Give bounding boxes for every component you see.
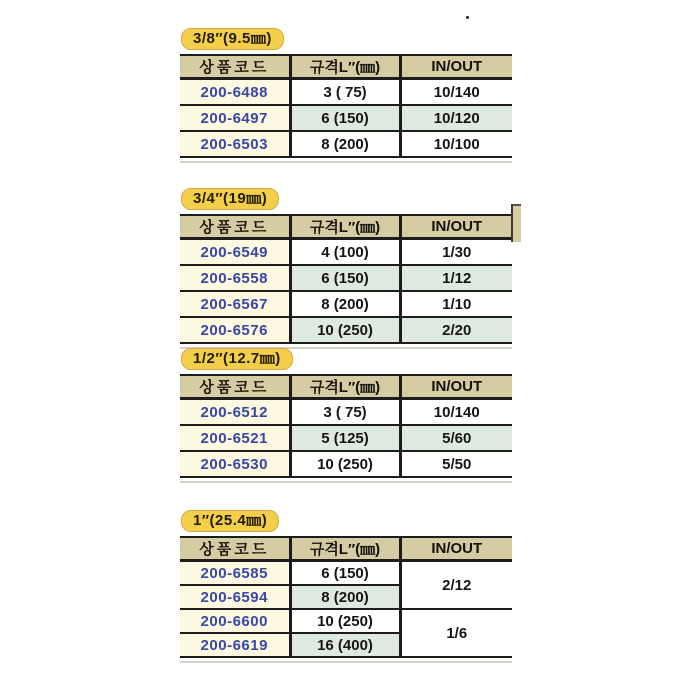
spec-cell: 6 (150) [290, 561, 400, 586]
spec-cell: 5 (125) [290, 425, 400, 451]
table-row [180, 425, 512, 451]
table-header-cell-inout: IN/OUT [400, 537, 512, 561]
spec-section [180, 28, 512, 163]
product-table [180, 374, 512, 478]
table-row [180, 561, 512, 586]
inout-cell: 1/12 [400, 265, 512, 291]
table-header-cell-spec: 규격L″(㎜) [290, 375, 400, 399]
table-row [180, 399, 512, 426]
inout-cell: 5/50 [400, 451, 512, 477]
product-code-cell: 200-6488 [180, 79, 290, 106]
product-code-cell: 200-6600 [180, 609, 290, 633]
table-bottom-shadow [180, 661, 512, 663]
table-header-cell-spec: 규격L″(㎜) [290, 537, 400, 561]
scan-artifact-dot [466, 16, 469, 19]
table-row [180, 265, 512, 291]
product-code-cell: 200-6549 [180, 239, 290, 266]
spec-cell: 8 (200) [290, 291, 400, 317]
spec-cell: 3 ( 75) [290, 399, 400, 426]
product-code-cell: 200-6530 [180, 451, 290, 477]
table-bottom-shadow [180, 481, 512, 483]
inout-cell-merged: 2/12 [400, 561, 512, 610]
inout-cell: 2/20 [400, 317, 512, 343]
product-code-cell: 200-6585 [180, 561, 290, 586]
inout-cell-merged: 1/6 [400, 609, 512, 657]
product-code-cell: 200-6576 [180, 317, 290, 343]
table-bottom-shadow [180, 161, 512, 163]
table-header-cell-spec: 규격L″(㎜) [290, 215, 400, 239]
spec-cell: 8 (200) [290, 131, 400, 157]
table-row [180, 451, 512, 477]
inout-cell: 1/30 [400, 239, 512, 266]
spec-cell: 10 (250) [290, 451, 400, 477]
table-header-row [180, 55, 512, 79]
table-row [180, 609, 512, 633]
inout-cell: 1/10 [400, 291, 512, 317]
inout-cell: 5/60 [400, 425, 512, 451]
table-header-cell-inout: IN/OUT [400, 55, 512, 79]
inout-cell: 10/100 [400, 131, 512, 157]
spec-section [180, 188, 512, 349]
spec-cell: 10 (250) [290, 609, 400, 633]
inout-cell: 10/120 [400, 105, 512, 131]
size-badge: 1/2″(12.7㎜) [181, 348, 293, 370]
table-header-cell-code: 상품코드 [180, 215, 290, 239]
table-header-cell-inout: IN/OUT [400, 375, 512, 399]
spec-section [180, 510, 512, 663]
product-code-cell: 200-6567 [180, 291, 290, 317]
spec-cell: 10 (250) [290, 317, 400, 343]
table-header-cell-code: 상품코드 [180, 375, 290, 399]
inout-cell: 10/140 [400, 79, 512, 106]
spec-cell: 8 (200) [290, 585, 400, 609]
table-header-row [180, 375, 512, 399]
product-table [180, 214, 512, 344]
size-badge: 3/4″(19㎜) [181, 188, 279, 210]
product-table [180, 54, 512, 158]
spec-cell: 6 (150) [290, 105, 400, 131]
table-header-row [180, 215, 512, 239]
product-code-cell: 200-6497 [180, 105, 290, 131]
spec-cell: 6 (150) [290, 265, 400, 291]
product-code-cell: 200-6521 [180, 425, 290, 451]
scan-artifact-fragment [511, 204, 521, 242]
product-code-cell: 200-6503 [180, 131, 290, 157]
inout-cell: 10/140 [400, 399, 512, 426]
spec-cell: 4 (100) [290, 239, 400, 266]
table-row [180, 291, 512, 317]
table-row [180, 79, 512, 106]
size-badge: 1″(25.4㎜) [181, 510, 279, 532]
product-code-cell: 200-6619 [180, 633, 290, 657]
spec-cell: 16 (400) [290, 633, 400, 657]
product-code-cell: 200-6558 [180, 265, 290, 291]
size-badge: 3/8″(9.5㎜) [181, 28, 284, 50]
table-header-row [180, 537, 512, 561]
table-row [180, 317, 512, 343]
table-row [180, 131, 512, 157]
product-code-cell: 200-6594 [180, 585, 290, 609]
product-table [180, 536, 512, 658]
product-code-cell: 200-6512 [180, 399, 290, 426]
table-header-cell-code: 상품코드 [180, 537, 290, 561]
table-row [180, 105, 512, 131]
table-header-cell-spec: 규격L″(㎜) [290, 55, 400, 79]
spec-section [180, 348, 512, 483]
table-header-cell-inout: IN/OUT [400, 215, 512, 239]
spec-cell: 3 ( 75) [290, 79, 400, 106]
table-header-cell-code: 상품코드 [180, 55, 290, 79]
table-row [180, 239, 512, 266]
